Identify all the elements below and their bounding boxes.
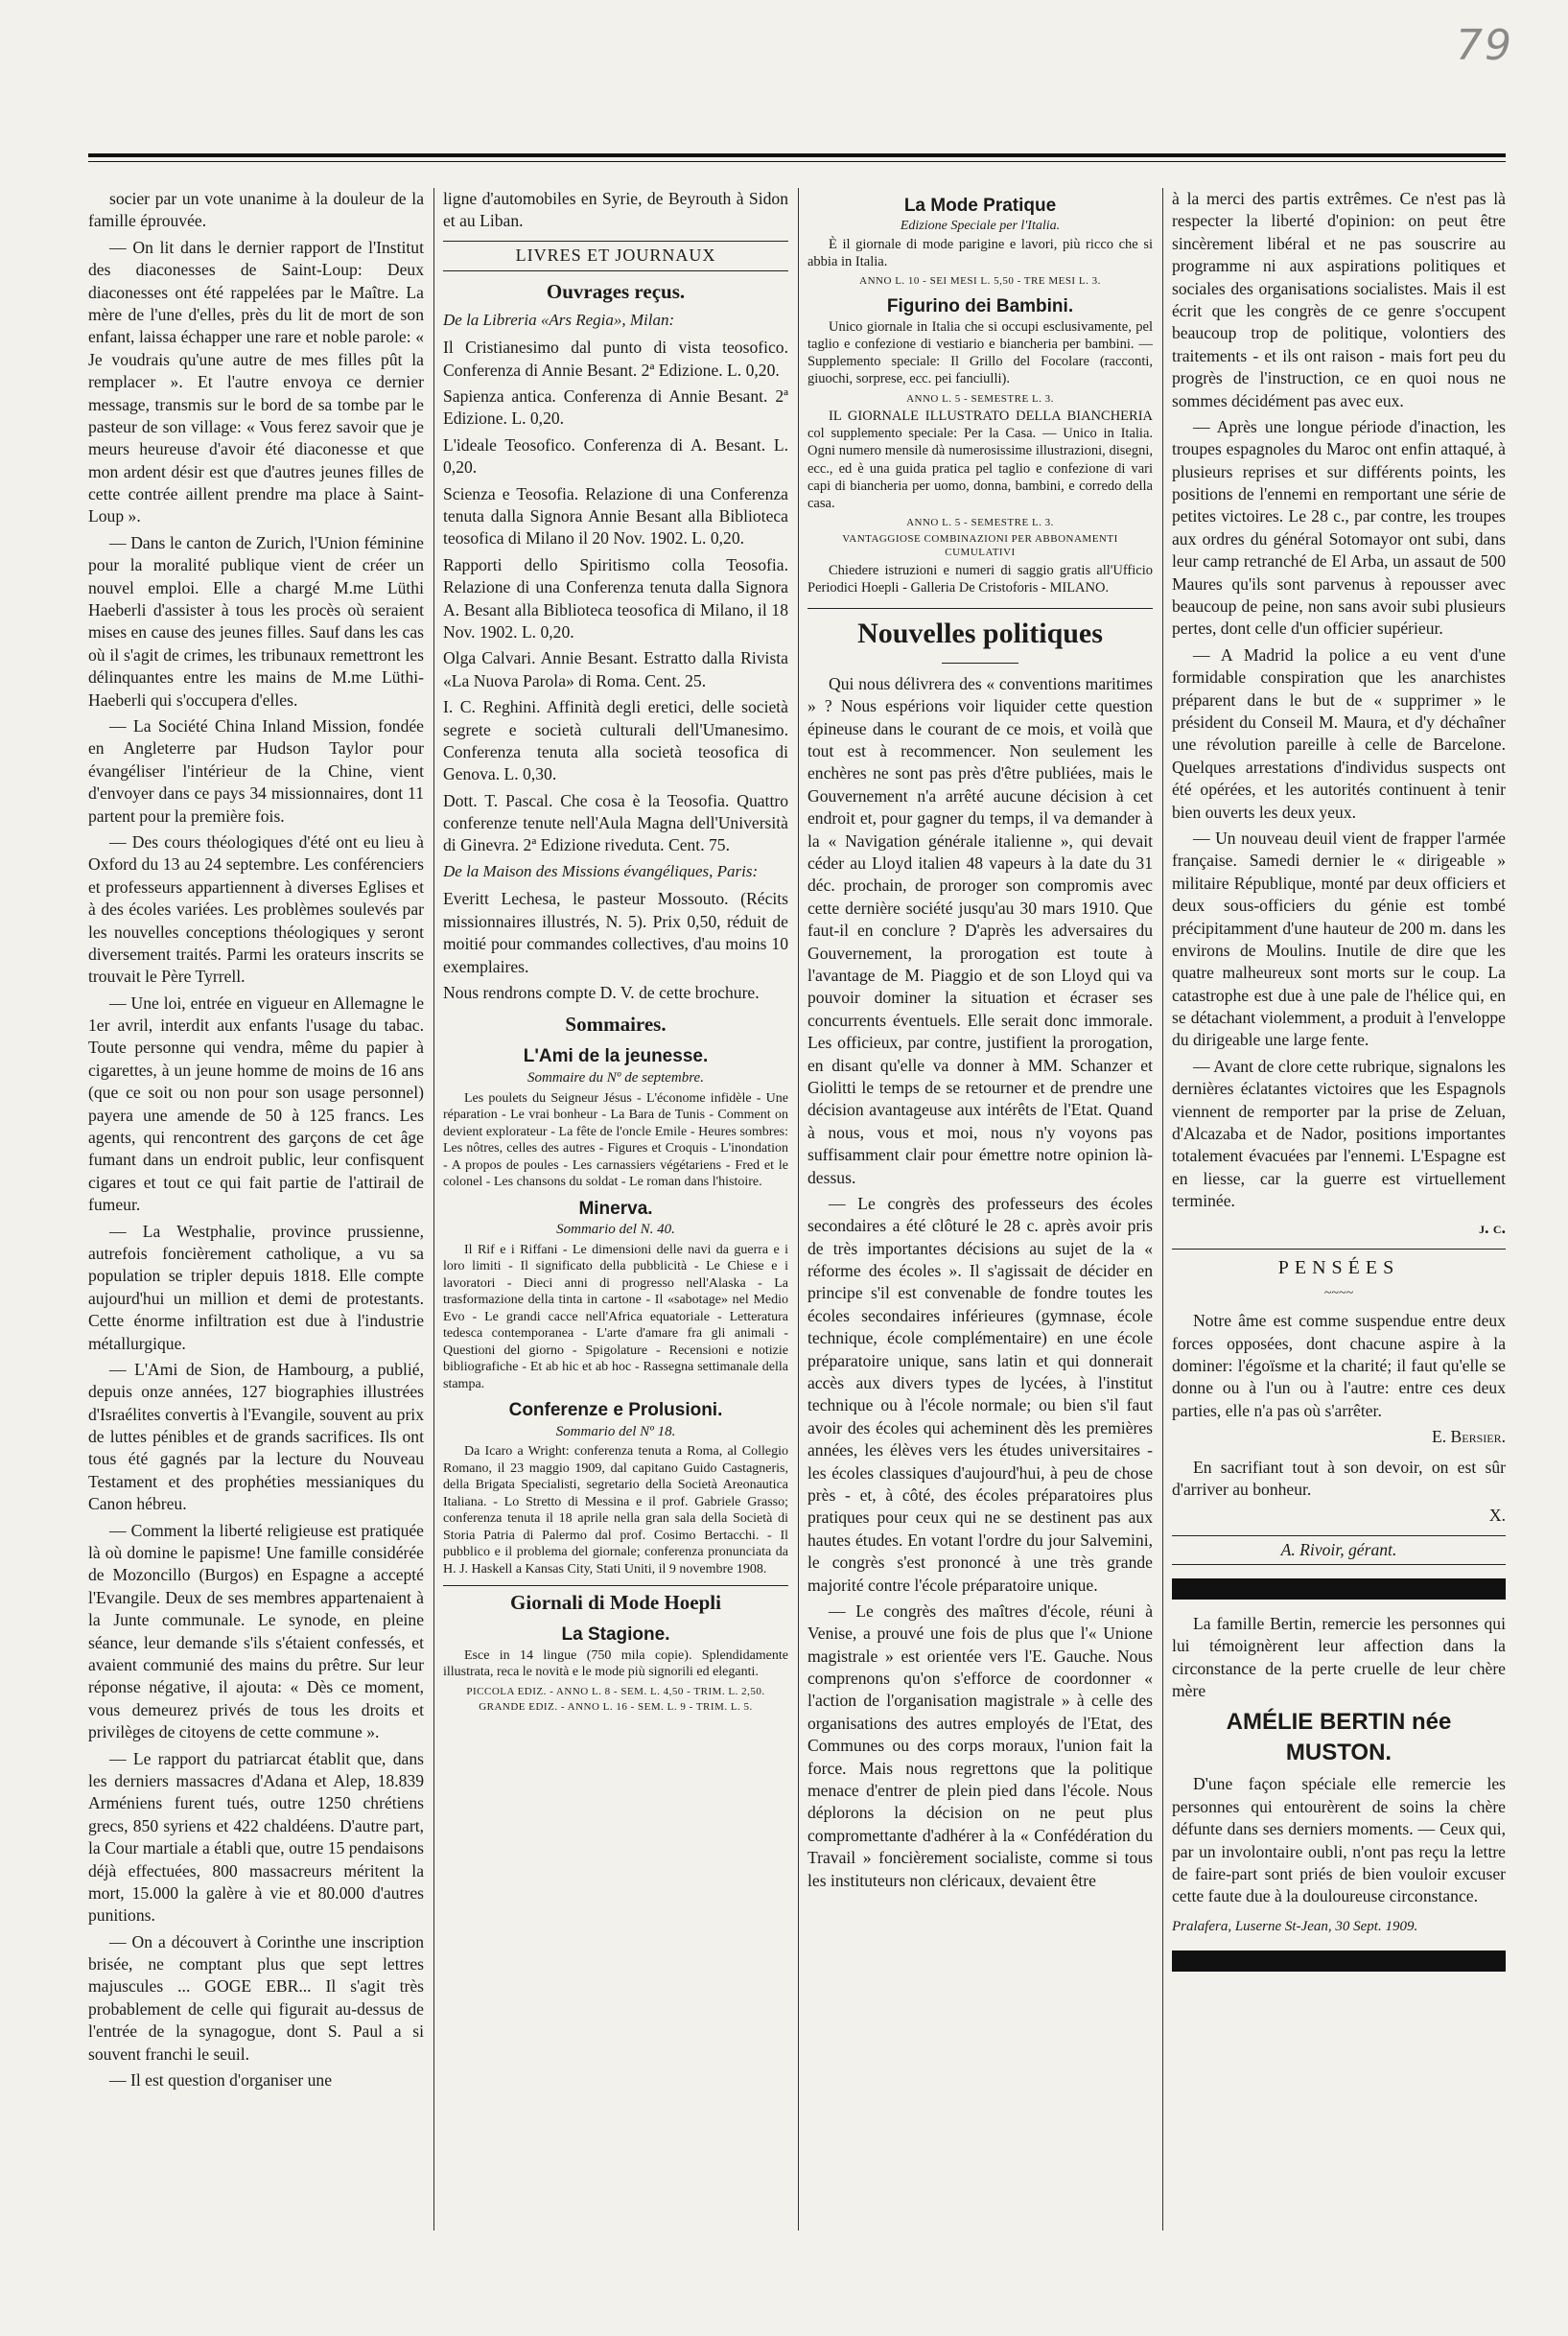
pensee-author: X.	[1488, 1506, 1506, 1526]
book-entry: L'ideale Teosofico. Conferenza di A. Besant. L. 0,20.	[443, 434, 788, 478]
ad-text: È il giornale di mode parigine e lavori, più ricco che si abbia in Italia.	[807, 236, 1153, 269]
article-paragraph: — On lit dans le dernier rapport de l'Institut des diaconesses de Saint-Loup: Deux diaconesses ont été rappelées par le Maître. La mère de l'une d'elles, près du lit de mort de son enfant, laissa échapper une rare et noble parole: « Je voudrais qu'une autre de mes filles pût la remplacer ». Et l'autre envoya ce dernier message, transmis sur le bord de sa tombe par le pasteur de son village: « Vous ferez savoir que je meurs heureuse d'avoir été diaconesse et que mon ardent désir est que d'autres jeunes filles de cette contrée aillent prendre ma place à Saint-Loup ».	[88, 237, 424, 526]
book-entry: Dott. T. Pascal. Che cosa è la Teosofia. Quattro conferenze tenute nell'Aula Magna dell'Università di Ginevra. 2ª Edizione riveduta. Cent. 75.	[443, 790, 788, 855]
article-paragraph: — Le rapport du patriarcat établit que, dans les derniers massacres d'Adana et Alep, 18.839 Arméniens furent tués, outre 1250 chrétiens grecs, 850 syriens et 422 chaldéens. D'autre part, la Cour martiale a établi que, outre 15 pendaisons déjà effectuées, 800 massacreurs méritent la mort, 15.000 la galère à vie et 80.000 d'autres punitions.	[88, 1748, 424, 1926]
ouvrages-heading: Ouvrages reçus.	[546, 279, 686, 303]
pensees-heading: PENSÉES	[1172, 1249, 1506, 1281]
article-paragraph: — L'Ami de Sion, de Hambourg, a publié, depuis onze années, 127 biographies illustrées d'Israélites convertis à l'Evangile, souvent au prix de luttes pénibles et de grands sacrifices. Ils ont tous été gagnés par la lecture du Nouveau Testament et des prophéties messianiques du Canon hébreu.	[88, 1359, 424, 1514]
section-heading-livres: LIVRES ET JOURNAUX	[443, 241, 788, 271]
magazine-contents: Esce in 14 lingue (750 mila copie). Splendidamente illustrata, reca le novità e le mode più signorili ed eleganti.	[443, 1647, 788, 1680]
black-divider-bar	[1172, 1951, 1506, 1972]
nouvelles-politiques-heading: Nouvelles politiques	[807, 608, 1153, 653]
ornament-squiggle: ~~~~	[1323, 1285, 1354, 1300]
ad-text: Unico giornale in Italia che si occupi esclusivamente, pel taglio e confezione di vestiario e biancheria per bambini. — Supplemento speciale: Il Grillo del Focolare (racconti, giuochi, sorprese, ecc. pei fanciulli).	[807, 319, 1153, 387]
hoepli-heading: Giornali di Mode Hoepli	[443, 1585, 788, 1617]
article-paragraph: — La Société China Inland Mission, fondée en Angleterre par Hudson Taylor pour évangéliser l'intérieur de la Chine, vient d'envoyer dans ce pays 34 missionnaires, dont 11 partent pour la première fois.	[88, 715, 424, 826]
article-paragraph: socier par un vote unanime à la douleur de la famille éprouvée.	[88, 189, 424, 231]
article-paragraph: — Après une longue période d'inaction, les troupes espagnoles du Maroc ont enfin attaqué, à plusieurs reprises et sur différents points, les positions de l'ennemi en remportant une série de petites victoires. Le 28 c., par contre, les troupes aux ordres du général Sotomayor ont subi, dans leur camp retranché de El Arba, un assaut de 500 Maures qu'ils sont parvenus à repousser avec beaucoup de peine, non sans avoir subi plusieurs pertes, dont celle d'un officier supérieur.	[1172, 416, 1506, 639]
book-entry: Scienza e Teosofia. Relazione di una Conferenza tenuta dalla Signora Annie Besant alla Biblioteca teosofica di Milano il 20 Nov. 1902. L. 0,20.	[443, 483, 788, 549]
sommaires-heading: Sommaires.	[565, 1013, 667, 1037]
publisher-line: De la Maison des Missions évangéliques, Paris:	[443, 861, 759, 880]
magazine-contents: Les poulets du Seigneur Jésus - L'économe infidèle - Une réparation - Le vrai bonheur - La Bara de Tunis - Comment on devient explorateur - La fête de l'oncle Emile - Heures sombres: Les nôtres, celles des autres - Figures et Croquis - L'inondation - A propos de poules - Les carnassiers végétariens - Fred et le colonel - Les chansons du soldat - Le roman dans l'histoire.	[443, 1090, 788, 1190]
column-2	[443, 188, 788, 2231]
newspaper-columns	[88, 188, 1506, 2231]
column-3	[807, 188, 1153, 2231]
book-entry: I. C. Reghini. Affinità degli eretici, delle società segrete e società culturali dell'Umanesimo. Conferenza tenuta alla società teosofica di Genova. L. 0,30.	[443, 697, 788, 784]
page-number: 79	[1456, 21, 1513, 70]
price-line: GRANDE EDIZ. - ANNO L. 16 - SEM. L. 9 - TRIM. L. 5.	[479, 1701, 753, 1714]
publisher-line: De la Libreria «Ars Regia», Milan:	[443, 310, 675, 329]
pensee-text: En sacrifiant tout à son devoir, on est sûr d'arriver au bonheur.	[1172, 1457, 1506, 1499]
magazine-title: Conferenze e Prolusioni.	[508, 1400, 723, 1421]
book-entry: Nous rendrons compte D. V. de cette brochure.	[443, 983, 760, 1003]
article-paragraph: — Comment la liberté religieuse est pratiquée là où domine le papisme! Une famille considérée de Mozoncillo (Burgos) en Espagne a accepté l'Evangile. Deux de ses membres appartenaient à la Junte communale. Le synode, en pleine séance, leur demande s'ils s'étaient confessés, et avaient communié des mains du prêtre. Sur leur réponse négative, il ajouta: « Dès ce moment, vous demeurez privés de tous les droits et privilèges de citoyens de cette commune ».	[88, 1520, 424, 1742]
pensee-text: Notre âme est comme suspendue entre deux forces opposées, dont chacune aspire à la dominer: l'égoïsme et la charité; il faut qu'elle se donne ou à l'un ou à l'autre: entre ces deux parties, elle n'a pas où s'arrêter.	[1172, 1311, 1506, 1420]
article-paragraph: — Des cours théologiques d'été ont eu lieu à Oxford du 13 au 24 septembre. Les conférenciers et professeurs appartiennent à diverses Eglises et à des écoles variées. Les problèmes soulevés par les nouvelles conceptions théologiques y seront diversement traités. Parmi les orateurs inscrits se trouvait le Père Tyrrell.	[88, 831, 424, 987]
article-paragraph: — Avant de clore cette rubrique, signalons les dernières éclatantes victoires que les Espagnols viennent de remporter par la prise de Zeluan, d'Alcazaba et de Nador, positions importantes totalement évacuées par l'ennemi. L'Espagne est en liesse, car la guerre est virtuellement terminée.	[1172, 1056, 1506, 1211]
magazine-title: Minerva.	[578, 1198, 653, 1219]
magazine-subtitle: Sommaire du Nº de septembre.	[527, 1069, 704, 1086]
magazine-contents: Da Icaro a Wright: conferenza tenuta a Roma, al Collegio Romano, il 23 maggio 1909, dal capitano Guido Castagneris, della Brigata Specialisti, segretario della Società Areonautica Italiana. - Lo Stretto di Messina e il prof. Gabriele Grasso; conferenza tenuta il 18 aprile nella gran sala della Società di Storia Patria di Palermo dal prof. Cosimo Bertacchi. - Il pubblico e il problema del giornale; conferenza pronunciata da H. J. Haskell a Kansas City, Stati Uniti, il 9 novembre 1908.	[443, 1444, 788, 1577]
magazine-subtitle: Sommario del N. 40.	[556, 1221, 675, 1237]
pensee-author: E. Bersier.	[1431, 1427, 1506, 1447]
top-rule	[88, 153, 1506, 162]
gerant-line: A. Rivoir, gérant.	[1172, 1535, 1506, 1565]
column-separator	[433, 188, 434, 2231]
magazine-title: L'Ami de la jeunesse.	[523, 1046, 709, 1067]
book-entry: Everitt Lechesa, le pasteur Mossouto. (Récits missionnaires illustrés, N. 5). Prix 0,50, réduit de moitié pour commandes collectives, d'au moins 10 exemplaires.	[443, 889, 788, 976]
ad-text: IL GIORNALE ILLUSTRATO DELLA BIANCHERIA col supplemento speciale: Per la Casa. — Unico in Italia. Ogni numero mensile dà numerosissime illustrazioni, disegni, ecc., ed è una guida pratica pel taglio e confezione di vari capi di biancheria per uomo, donna, bambini, e corredo della casa.	[807, 409, 1153, 511]
magazine-title: Figurino dei Bambini.	[886, 295, 1074, 316]
magazine-subtitle: Edizione Speciale per l'Italia.	[900, 219, 1061, 234]
author-signature: j. c.	[1479, 1217, 1506, 1237]
black-divider-bar	[1172, 1578, 1506, 1600]
book-entry: Il Cristianesimo dal punto di vista teosofico. Conferenza di Annie Besant. 2ª Edizione. L. 0,20.	[443, 338, 788, 380]
article-paragraph: — On a découvert à Corinthe une inscription brisée, ne comptant plus que sept lettres majuscules ... GOGE EBR... Il s'agit très probablement de celle qui figurait au-dessus de l'entrée de la synagogue, dont S. Paul a si souvent franchi le seuil.	[88, 1931, 424, 2064]
notice-text: La famille Bertin, remercie les personnes qui lui témoignèrent leur affection dans la circonstance de la perte cruelle de leur chère mère	[1172, 1614, 1506, 1701]
magazine-contents: Il Rif e i Riffani - Le dimensioni delle navi da guerra e i loro limiti - Il significato della pubblicità - Le Chiese e i lavoratori - Dieci anni di progresso nell'Alaska - La trasformazione della tinta in cartone - Il «sabotage» nel Medio Evo - Le grandi cacce nell'Africa equatoriale - Letteratura tedesca contemporanea - L'arte d'amare fra gli animali - Questioni del giorno - Spigolature - Recensioni e notizie bibliografiche - Et ab hic et ab hoc - Rassegna settimanale della stampa.	[443, 1242, 788, 1391]
article-paragraph: ligne d'automobiles en Syrie, de Beyrouth à Sidon et au Liban.	[443, 189, 788, 231]
article-paragraph: — Il est question d'organiser une	[109, 2070, 333, 2091]
price-line: ANNO L. 10 - SEI MESI L. 5,50 - TRE MESI L. 3.	[859, 275, 1101, 288]
article-paragraph: — Le congrès des maîtres d'école, réuni à Venise, a prouvé une fois de plus que l'« Unione magistrale » est orientée vers l'E. Gauche. Nous comprenons qu'on s'efforce de coordonner « l'action de l'organisation magistrale » à celle des organisations des autres employés de l'Etat, des Communes ou des corps moraux, l'union fait la force. Mais nous regrettons que la politique menace d'entrer de plein pied dans l'école. Nous déplorons la décision on ne peut plus compromettante d'adhérer à la « Confédération du Travail » foncièrement socialiste, comme si tous les instituteurs non cléricaux, devaient être	[807, 1600, 1153, 1890]
article-paragraph: — Une loi, entrée en vigueur en Allemagne le 1er avril, interdit aux enfants l'usage du tabac. Toute personne qui vendra, même du papier à cigarettes, à un jeune homme de moins de 16 ans (que ce soit ou non pour son usage personnel) payera une amende de 50 à 125 francs. Les agents, qui rencontrent des garçons de cet âge fumant dans un endroit public, leur confisquent cigares et tout ce qui fait partie de l'attirail de fumeur.	[88, 993, 424, 1215]
article-paragraph: — La Westphalie, province prussienne, autrefois foncièrement catholique, a vu sa population se tripler depuis 1818. Elle compte aujourd'hui un million et demi de protestants. Cette énorme infiltration est due à l'industrie métallurgique.	[88, 1221, 424, 1353]
article-paragraph: à la merci des partis extrêmes. Ce n'est pas là respecter la liberté d'opinion: on peut être sincèrement libéral et ne pas souscrire au programme ni aux aspirations politiques et sociales des organisations socialistes. Mais il est écrit que les congrès de ce genre s'occupent beaucoup trop de politique, volontiers des traitements - et ils ont raison - mais fort peu du progrès de l'instruction, ce en quoi nous ne sommes décidément pas avec eux.	[1172, 189, 1506, 410]
place-date: Pralafera, Luserne St-Jean, 30 Sept. 1909.	[1172, 1918, 1418, 1934]
price-line: ANNO L. 5 - SEMESTRE L. 3.	[906, 392, 1054, 405]
price-line: ANNO L. 5 - SEMESTRE L. 3.	[906, 516, 1054, 528]
article-paragraph: — Dans le canton de Zurich, l'Union féminine pour la moralité publique vient de créer un nouvel emploi. Elle a chargé M.me Lüthi Haeberli d'assister à tous les procès où seraient mises en cause des jeunes filles. Sauf dans les cas où il s'agit de crimes, les tribunaux remettront les délinquantes entre les mains de M.me Lüthi-Haeberli qui s'occupera d'elles.	[88, 532, 424, 710]
column-separator	[1162, 188, 1163, 2231]
magazine-title: La Mode Pratique	[903, 196, 1057, 216]
column-4	[1172, 188, 1506, 2231]
article-paragraph: — Le congrès des professeurs des écoles secondaires a été clôturé le 28 c. après avoir pris de très importantes décisions au sujet de la « réforme des écoles ». Il s'agissait de décider en principe s'il est convenable de fondre toutes les écoles secondaires inférieures (gymnase, école technique, école complémentaire) en une école préparatoire unique, sans latin et qui donnerait accès aux divers types de lycées, à l'institut technique ou à l'école normale; ou bien s'il faut avoir des écoles qui acheminent dès les premières années, les élèves vers les études universitaires - les écoles classiques d'aujourd'hui, à peu de chose près - et, à côté, des écoles préparatoires plus pratiques pour ceux qui ne se destinent pas aux hautes études. En votant l'ordre du jour Salvemini, le congrès s'est prononcé à une très grande majorité contre l'école préparatoire unique.	[807, 1193, 1153, 1595]
notice-text: D'une façon spéciale elle remercie les personnes qui entourèrent de soins la chère défunte dans ses derniers moments. — Ceux qui, par un involontaire oubli, n'ont pas reçu la lettre de faire-part sont priés de bien vouloir excuser cette faute due à la douloureuse circonstance.	[1172, 1774, 1506, 1906]
magazine-subtitle: Sommario del Nº 18.	[555, 1423, 676, 1439]
article-paragraph: — Un nouveau deuil vient de frapper l'armée française. Samedi dernier le « dirigeable » militaire République, monté par deux officiers et deux sous-officiers du génie est tombé précipitamment d'une hauteur de 200 m. dans les environs de Moulins. Inutile de dire que les quatre malheureux sont morts sur le coup. La catastrophe est due à une pale de l'hélice qui, en se détachant violemment, a produit à l'enveloppe du dirigeable une large fente.	[1172, 828, 1506, 1050]
book-entry: Olga Calvari. Annie Besant. Estratto dalla Rivista «La Nuova Parola» di Roma. Cent. 25.	[443, 648, 788, 690]
magazine-title: La Stagione.	[561, 1624, 670, 1646]
column-separator	[798, 188, 799, 2231]
article-paragraph: Qui nous délivrera des « conventions maritimes » ? Nous espérions voir liquider cette question épineuse dans le courant de ce mois, et voilà que tout est à recommencer. Non seulement les enchères ne sont pas près d'être publiées, mais le Gouvernement n'a arrêté aucune décision à cet endroit et, pour gagner du temps, il va demander à la « Navigation générale italienne », qui devait céder au Lloyd italien 48 vapeurs à la date du 31 déc. prochain, de proroger son compromis avec cette dernière société jusqu'au 30 mars 1910. Que faut-il en conclure ? D'après les adversaires du Gouvernement, la prorogation est toute à l'avantage de M. Piaggio et de son Lloyd qui va pouvoir dominer la situation et écraser ses concurrents éventuels. Elle serait donc immorale. Les officieux, par contre, justifient la prorogation, en disant qu'elle va donner à MM. Schanzer et Giolitti le temps de se retourner et de prendre une décision avantageuse aux intérêts de l'Etat. Quand à nous, vous et moi, nous n'y voyons pas suffisamment clair pour émettre notre opinion là-dessus.	[807, 673, 1153, 1187]
heading-rule	[942, 663, 1018, 664]
price-line: PICCOLA EDIZ. - ANNO L. 8 - SEM. L. 4,50 - TRIM. L. 2,50.	[466, 1685, 765, 1697]
book-entry: Sapienza antica. Conferenza di Annie Besant. 2ª Edizione. L. 0,20.	[443, 386, 788, 429]
ad-text: Chiedere istruzioni e numeri di saggio gratis all'Ufficio Periodici Hoepli - Galleria De Cristoforis - MILANO.	[807, 562, 1153, 596]
deceased-name: AMÉLIE BERTIN née MUSTON.	[1226, 1708, 1452, 1765]
column-1	[88, 188, 424, 2231]
book-entry: Rapporti dello Spiritismo colla Teosofia. Relazione di una Conferenza tenuta dalla Signora A. Besant alla Biblioteca teosofica di Milano, il 18 Nov. 1902. L. 0,20.	[443, 554, 788, 642]
article-paragraph: — A Madrid la police a eu vent d'une formidable conspiration que les anarchistes préparent dans le but de « supprimer » le président du Conseil M. Maura, et d'y déchaîner une révolution pareille à celle de Barcelone. Quelques arrestations d'individus suspects ont été opérées, et les autorités continuent à tenir bien ouverts les deux yeux.	[1172, 644, 1506, 822]
combination-note: VANTAGGIOSE COMBINAZIONI PER ABBONAMENTI CUMULATIVI	[842, 532, 1118, 559]
